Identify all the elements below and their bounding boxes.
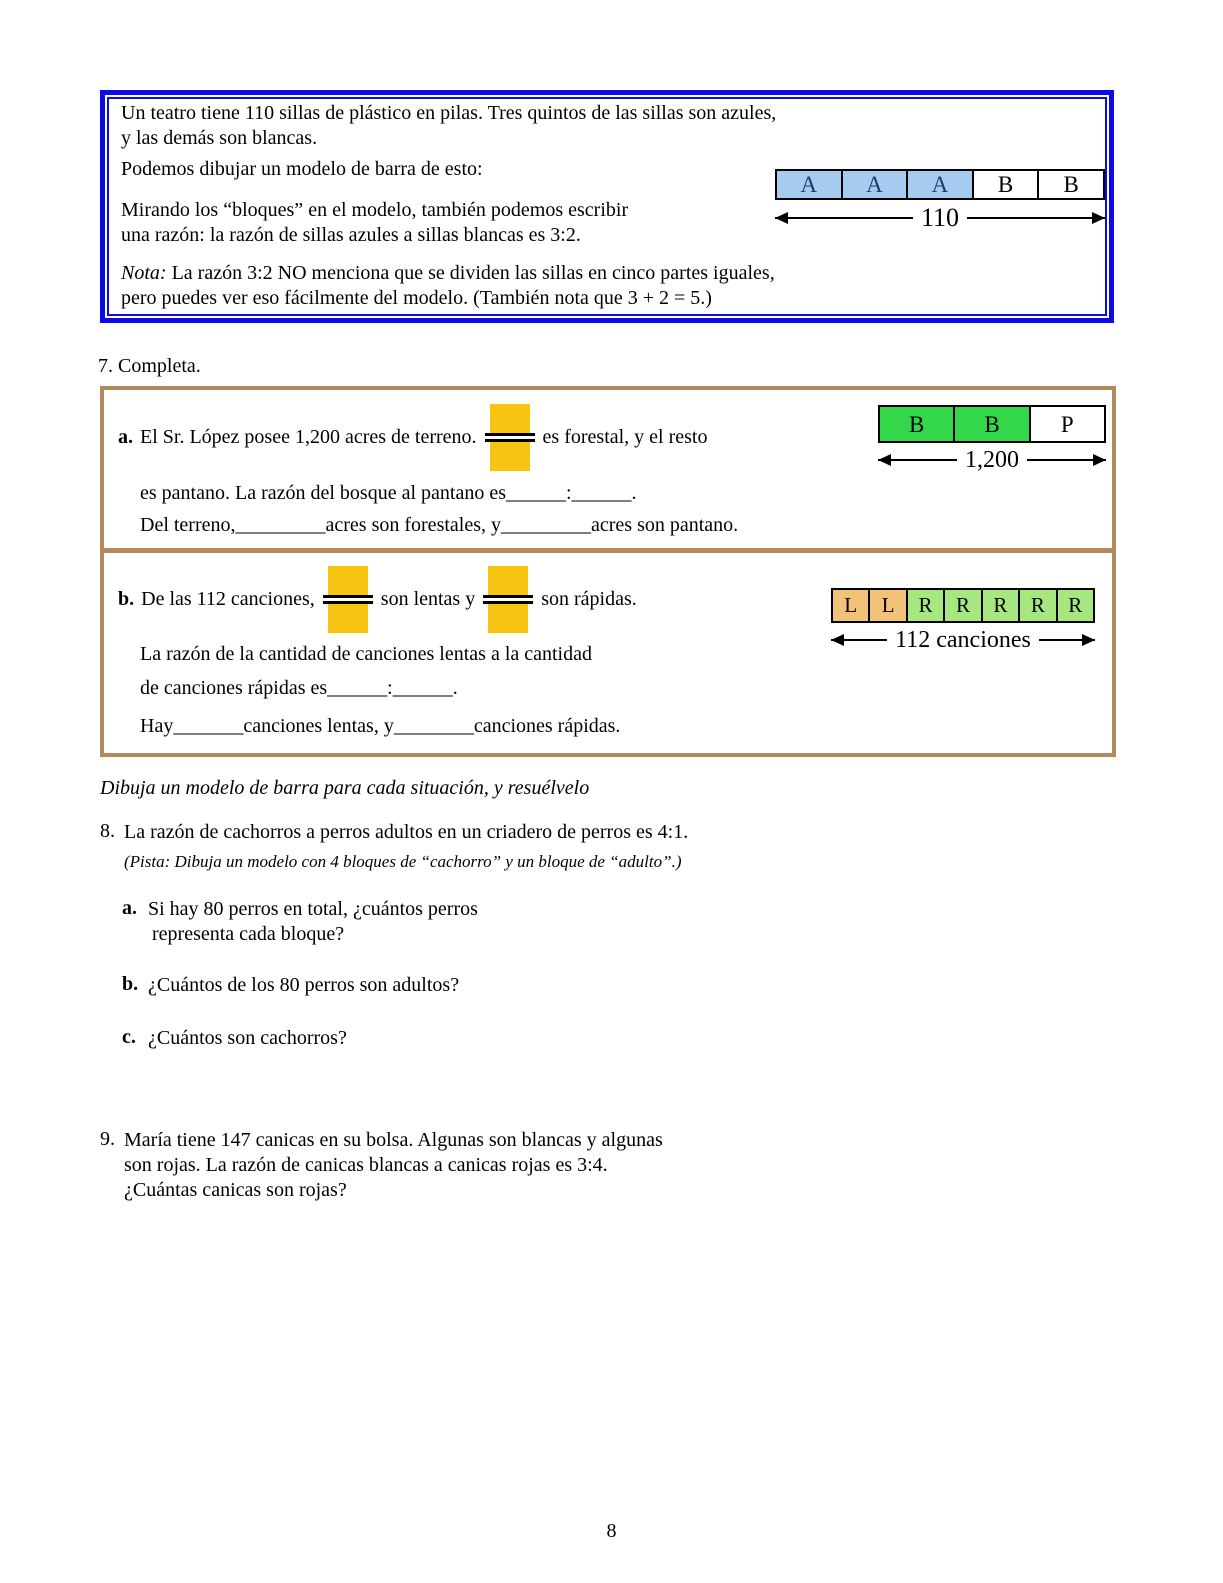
problem-8c-text: ¿Cuántos son cachorros? (148, 1027, 347, 1049)
problem-8c (122, 1026, 347, 1051)
example-text-line: una razón: la razón de sillas azules a sillas blancas es 3:2. (121, 224, 581, 246)
fraction-blank (485, 404, 535, 471)
part-label: a. (122, 897, 137, 919)
problem-8b-text: ¿Cuántos de los 80 perros son adultos? (148, 974, 460, 996)
problem-8a-line2: representa cada bloque? (152, 923, 345, 945)
question-7b-line1-mid: son lentas y (380, 587, 476, 610)
bar-cell-fast: R (908, 590, 945, 621)
total-span-arrow (831, 628, 1095, 652)
bar-cell-b: B (1039, 171, 1103, 198)
example-box (100, 90, 1114, 323)
problem-8-text: La razón de cachorros a perros adultos en un criadero de perros es 4:1. (124, 821, 689, 843)
part-label: a. (118, 425, 133, 448)
fraction-blank-denominator (328, 604, 368, 633)
bar-cell-fast: R (945, 590, 982, 621)
left-arrow-icon (878, 459, 957, 461)
right-arrow-icon (1039, 639, 1095, 641)
example-text-line (121, 261, 775, 286)
question-7a-section (104, 390, 1112, 548)
question-7a-line1-pre: El Sr. López posee 1,200 acres de terreno. (140, 425, 477, 448)
fraction-blank-numerator (488, 566, 528, 595)
left-arrow-icon (831, 639, 887, 641)
fraction-blank (323, 566, 373, 633)
example-text-line: Podemos dibujar un modelo de barra de esto: (121, 158, 483, 180)
problem-8b (122, 973, 459, 998)
fraction-bar (485, 433, 535, 442)
problem-9-line3: ¿Cuántas canicas son rojas? (124, 1179, 347, 1201)
fraction-blank-denominator (488, 604, 528, 633)
part-label: b. (118, 587, 135, 610)
note-label: Nota: (121, 262, 167, 284)
right-arrow-icon (967, 217, 1105, 219)
part-label: c. (122, 1026, 136, 1048)
example-note (121, 261, 775, 311)
problem-8a (122, 897, 478, 947)
example-text-line: pero puedes ver eso fácilmente del modelo. (También nota que 3 + 2 = 5.) (121, 287, 712, 309)
fraction-blank (483, 566, 533, 633)
question-7b-line2: La razón de la cantidad de canciones lentas a la cantidad (140, 643, 592, 665)
question-7a-line2: es pantano. La razón del bosque al pantano es______:______. (140, 482, 637, 504)
part-label: b. (122, 973, 139, 995)
page-number: 8 (606, 1520, 617, 1542)
problem-8a-line1: Si hay 80 perros en total, ¿cuántos perros (148, 898, 478, 920)
question-7a-line1 (118, 398, 708, 476)
total-span-arrow (775, 205, 1105, 231)
problem-number: 8. (100, 820, 115, 842)
bar-cell-forest: B (880, 407, 955, 441)
bar-model-land (878, 405, 1106, 472)
question-7a-line3: Del terreno,_________acres son forestales, y_________acres son pantano. (140, 514, 739, 536)
example-paragraph-3 (121, 198, 628, 248)
bar-cell-a: A (908, 171, 974, 198)
example-text-line: y las demás son blancas. (121, 127, 318, 149)
problem-9 (100, 1128, 663, 1203)
example-text-line: Mirando los “bloques” en el modelo, también podemos escribir (121, 199, 629, 221)
note-text: La razón 3:2 NO menciona que se dividen las sillas en cinco partes iguales, (166, 262, 775, 284)
bar-cell-b: B (974, 171, 1040, 198)
question-7-heading: 7. Completa. (98, 355, 201, 377)
problem-8-hint: (Pista: Dibuja un modelo con 4 bloques de “cachorro” y un bloque de “adulto”.) (124, 852, 682, 871)
problem-9-line1: María tiene 147 canicas en su bolsa. Algunas son blancas y algunas (124, 1129, 663, 1151)
example-paragraph-1 (121, 101, 776, 151)
question-7b-section (104, 553, 1112, 753)
total-label: 1,200 (965, 447, 1019, 473)
total-label: 112 canciones (895, 627, 1031, 653)
bar-model-songs-bar (831, 588, 1095, 623)
question-7b-line1-pre: De las 112 canciones, (141, 587, 315, 610)
bar-cell-fast: R (1020, 590, 1057, 621)
question-7b-line3: de canciones rápidas es______:______. (140, 677, 458, 699)
bar-cell-slow: L (870, 590, 907, 621)
bar-cell-forest: B (955, 407, 1030, 441)
bar-model-theater (775, 169, 1105, 231)
bar-cell-fast: R (983, 590, 1020, 621)
fraction-blank-numerator (490, 404, 530, 433)
left-arrow-icon (775, 217, 913, 219)
bar-model-land-bar (878, 405, 1106, 443)
fraction-blank-numerator (328, 566, 368, 595)
total-label: 110 (920, 203, 960, 232)
bar-cell-swamp: P (1031, 407, 1104, 441)
bar-cell-slow: L (833, 590, 870, 621)
question-7b-line1-post: son rápidas. (541, 587, 637, 610)
example-text-line: Un teatro tiene 110 sillas de plástico en pilas. Tres quintos de las sillas son azules, (121, 102, 777, 124)
bar-cell-fast: R (1058, 590, 1093, 621)
right-arrow-icon (1027, 459, 1106, 461)
total-span-arrow (878, 448, 1106, 472)
question-7b-line4: Hay_______canciones lentas, y________canciones rápidas. (140, 715, 621, 737)
fraction-bar (483, 595, 533, 604)
draw-model-instruction: Dibuja un modelo de barra para cada situación, y resuélvelo (100, 777, 590, 799)
problem-8 (100, 820, 688, 874)
bar-model-songs (831, 588, 1095, 652)
problem-9-line2: son rojas. La razón de canicas blancas a canicas rojas es 3:4. (124, 1154, 608, 1176)
question-7-box (100, 386, 1116, 757)
bar-cell-a: A (843, 171, 909, 198)
bar-model-theater-bar (775, 169, 1105, 200)
fraction-blank-denominator (490, 442, 530, 471)
bar-cell-a: A (777, 171, 843, 198)
question-7a-line1-post: es forestal, y el resto (542, 425, 708, 448)
question-7b-line1 (118, 559, 637, 639)
example-paragraph-2 (121, 157, 483, 182)
fraction-bar (323, 595, 373, 604)
problem-number: 9. (100, 1128, 115, 1150)
